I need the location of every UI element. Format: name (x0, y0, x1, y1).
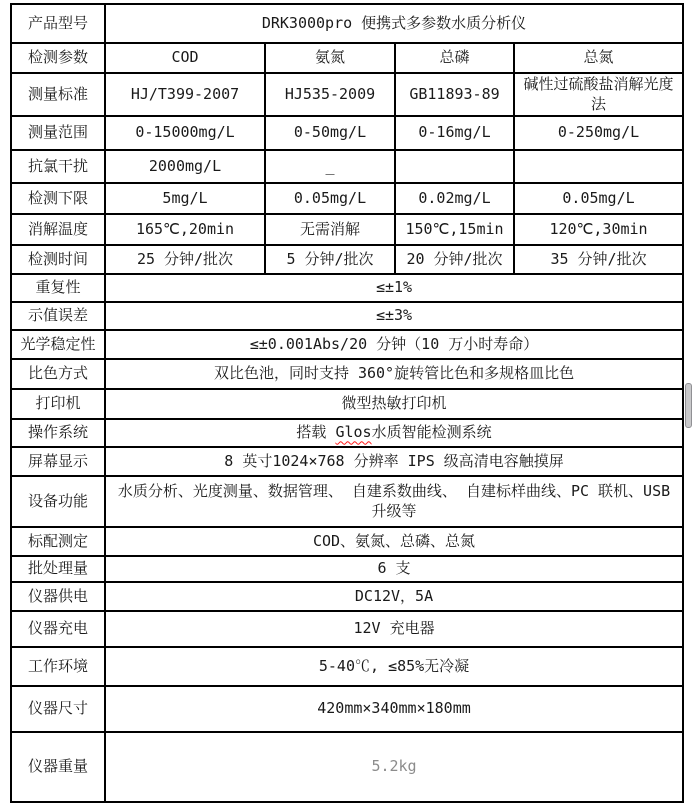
table-row (11, 447, 683, 476)
row-label: 工作环境 (11, 647, 105, 686)
row-label: 检测下限 (11, 183, 105, 214)
row-label: 打印机 (11, 389, 105, 419)
cell-text: 搭载 (296, 423, 336, 442)
row-value-cell: 总磷 (395, 43, 514, 73)
table-row (11, 647, 683, 686)
row-value-cell (395, 150, 514, 183)
row-label: 示值误差 (11, 302, 105, 330)
row-value-cell: 0-250mg/L (514, 116, 683, 150)
table-row (11, 686, 683, 732)
row-value-cell: DC12V，5A (105, 582, 683, 611)
table-row (11, 214, 683, 245)
spellcheck-flagged-text: Glos (335, 423, 372, 442)
row-value-cell: 120℃,30min (514, 214, 683, 245)
row-label: 仪器供电 (11, 582, 105, 611)
table-row (11, 476, 683, 527)
table-row (11, 330, 683, 359)
cell-text: 水质智能检测系统 (371, 423, 492, 442)
row-label: 仪器充电 (11, 611, 105, 647)
table-row (11, 419, 683, 447)
row-label: 操作系统 (11, 419, 105, 447)
row-value-cell: 5-40℃, ≤85%无冷凝 (105, 647, 683, 686)
row-value-cell: HJ/T399-2007 (105, 73, 265, 116)
row-label: 重复性 (11, 274, 105, 302)
table-row (11, 732, 683, 802)
table-row (11, 4, 683, 43)
table-row (11, 611, 683, 647)
row-label: 光学稳定性 (11, 330, 105, 359)
row-value-cell: 150℃,15min (395, 214, 514, 245)
row-label: 产品型号 (11, 4, 105, 43)
row-value-cell: COD、氨氮、总磷、总氮 (105, 527, 683, 556)
row-value-cell: ≤±1% (105, 274, 683, 302)
row-label: 仪器重量 (11, 732, 105, 802)
row-label: 检测时间 (11, 245, 105, 274)
row-value-cell: 35 分钟/批次 (514, 245, 683, 274)
row-label: 测量范围 (11, 116, 105, 150)
row-value-cell: DRK3000pro 便携式多参数水质分析仪 (105, 4, 683, 43)
table-row (11, 582, 683, 611)
table-row (11, 302, 683, 330)
row-value-cell: 165℃,20min (105, 214, 265, 245)
row-value-cell: 0.02mg/L (395, 183, 514, 214)
row-label: 比色方式 (11, 359, 105, 389)
row-value-cell: 无需消解 (265, 214, 395, 245)
row-label: 检测参数 (11, 43, 105, 73)
row-value-cell: 25 分钟/批次 (105, 245, 265, 274)
table-row (11, 245, 683, 274)
table-row (11, 389, 683, 419)
spec-table (10, 3, 684, 803)
row-label: 抗氯干扰 (11, 150, 105, 183)
row-label: 屏幕显示 (11, 447, 105, 476)
table-row (11, 116, 683, 150)
row-label: 仪器尺寸 (11, 686, 105, 732)
row-value-cell: 0.05mg/L (514, 183, 683, 214)
table-row (11, 73, 683, 116)
row-value-cell: 420mm×340mm×180mm (105, 686, 683, 732)
row-value-cell: 12V 充电器 (105, 611, 683, 647)
row-value-cell: ≤±0.001Abs/20 分钟（10 万小时寿命） (105, 330, 683, 359)
row-value-cell: ≤±3% (105, 302, 683, 330)
table-row (11, 274, 683, 302)
row-value-cell: 5mg/L (105, 183, 265, 214)
scrollbar-track[interactable] (682, 0, 696, 806)
row-value-cell: 5.2kg (105, 732, 683, 802)
table-row (11, 359, 683, 389)
row-value-cell: GB11893-89 (395, 73, 514, 116)
row-value-cell: 20 分钟/批次 (395, 245, 514, 274)
row-value-cell: 0-15000mg/L (105, 116, 265, 150)
row-value-cell: COD (105, 43, 265, 73)
row-label: 消解温度 (11, 214, 105, 245)
row-value-cell: 总氮 (514, 43, 683, 73)
row-value-cell: HJ535-2009 (265, 73, 395, 116)
table-row (11, 43, 683, 73)
row-label: 测量标准 (11, 73, 105, 116)
row-value-cell: 6 支 (105, 556, 683, 582)
row-value-cell: 0-16mg/L (395, 116, 514, 150)
row-value-cell: 水质分析、光度测量、数据管理、 自建系数曲线、 自建标样曲线、PC 联机、USB 升级等 (105, 476, 683, 527)
spec-table-body (11, 4, 683, 802)
row-value-cell: 双比色池，同时支持 360°旋转管比色和多规格皿比色 (105, 359, 683, 389)
row-value-cell: 2000mg/L (105, 150, 265, 183)
row-value-cell: 0.05mg/L (265, 183, 395, 214)
row-label: 设备功能 (11, 476, 105, 527)
row-label: 批处理量 (11, 556, 105, 582)
row-value-cell: _ (265, 150, 395, 183)
row-value-cell: 氨氮 (265, 43, 395, 73)
scrollbar-thumb[interactable] (685, 383, 692, 428)
row-value-cell: 0-50mg/L (265, 116, 395, 150)
table-row (11, 150, 683, 183)
row-value-cell: 8 英寸1024×768 分辨率 IPS 级高清电容触摸屏 (105, 447, 683, 476)
row-value-cell (105, 419, 683, 447)
row-label: 标配测定 (11, 527, 105, 556)
table-row (11, 556, 683, 582)
row-value-cell: 微型热敏打印机 (105, 389, 683, 419)
table-row (11, 527, 683, 556)
row-value-cell: 碱性过硫酸盐消解光度法 (514, 73, 683, 116)
row-value-cell (514, 150, 683, 183)
table-row (11, 183, 683, 214)
row-value-cell: 5 分钟/批次 (265, 245, 395, 274)
